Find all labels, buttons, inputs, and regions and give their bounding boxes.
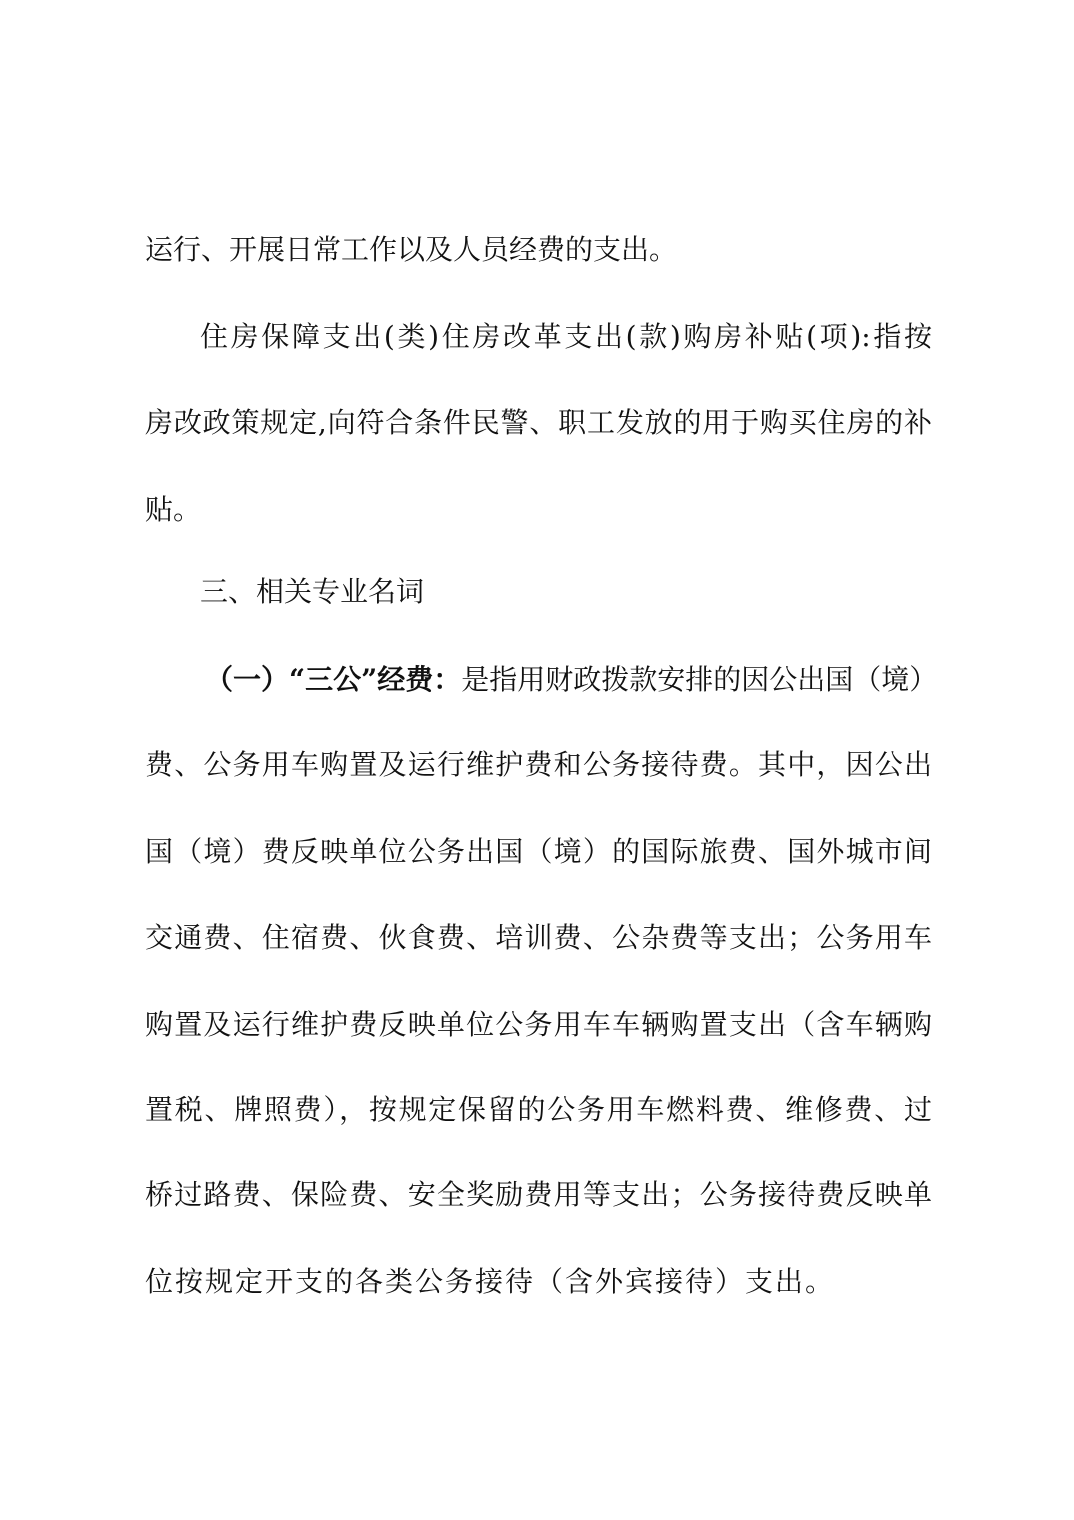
paragraph-line: 运行、开展日常工作以及人员经费的支出。 bbox=[145, 233, 678, 266]
paragraph-line: 交通费、住宿费、伙食费、培训费、公杂费等支出；公务用车 bbox=[145, 921, 932, 954]
paragraph-line: 住房保障支出(类)住房改革支出(款)购房补贴(项):指按 bbox=[200, 320, 932, 353]
paragraph-line: 房改政策规定,向符合条件民警、职工发放的用于购买住房的补 bbox=[145, 406, 932, 439]
paragraph-line: 国（境）费反映单位公务出国（境）的国际旅费、国外城市间 bbox=[145, 835, 932, 868]
term-definition: 是指用财政拨款安排的因公出国（境） bbox=[461, 663, 938, 696]
paragraph-line: 购置及运行维护费反映单位公务用车车辆购置支出（含车辆购 bbox=[145, 1008, 932, 1041]
term-label: （一）“三公”经费： bbox=[205, 663, 462, 696]
paragraph-line: 置税、牌照费），按规定保留的公务用车燃料费、维修费、过 bbox=[145, 1093, 932, 1126]
paragraph-line: 费、公务用车购置及运行维护费和公务接待费。其中，因公出 bbox=[145, 748, 932, 781]
paragraph-line bbox=[205, 662, 938, 698]
paragraph-line: 位按规定开支的各类公务接待（含外宾接待）支出。 bbox=[145, 1265, 836, 1298]
section-heading: 三、相关专业名词 bbox=[200, 575, 425, 608]
paragraph-line: 桥过路费、保险费、安全奖励费用等支出；公务接待费反映单 bbox=[145, 1178, 932, 1211]
paragraph-line: 贴。 bbox=[145, 493, 202, 526]
